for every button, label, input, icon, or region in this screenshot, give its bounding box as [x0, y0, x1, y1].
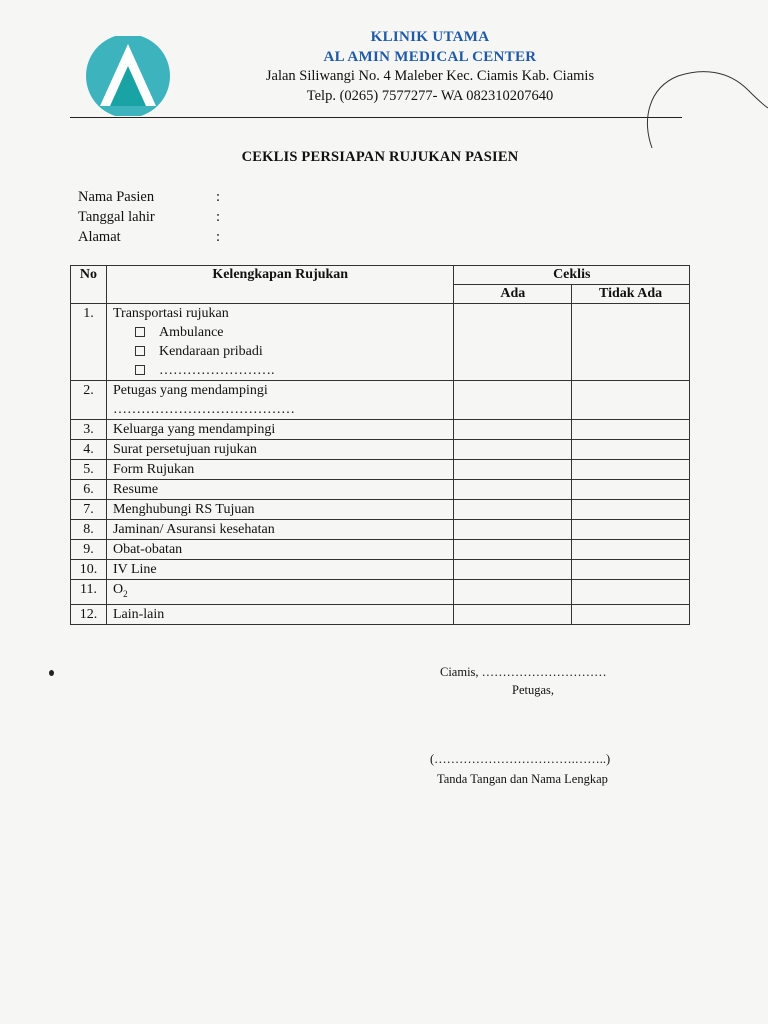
header-tidak-ada: Tidak Ada	[572, 285, 690, 304]
row-item: Keluarga yang mendampingi	[106, 420, 454, 440]
cell-tidak-ada[interactable]	[572, 500, 690, 520]
row-number: 5.	[71, 460, 107, 480]
row-number: 1.	[71, 304, 107, 381]
stray-dot-mark	[49, 670, 54, 676]
row-item: Form Rujukan	[106, 460, 454, 480]
cell-tidak-ada[interactable]	[572, 540, 690, 560]
document-title: CEKLIS PERSIAPAN RUJUKAN PASIEN	[241, 149, 519, 165]
header-ceklis: Ceklis	[454, 266, 690, 285]
signature-role: Petugas,	[512, 683, 555, 697]
table-row	[71, 604, 690, 624]
cell-ada[interactable]	[454, 500, 572, 520]
option-label: Ambulance	[158, 325, 224, 340]
row-number: 10.	[71, 560, 107, 580]
row-item-label: Petugas yang mendampingi	[112, 383, 268, 398]
clinic-phone: Telp. (0265) 7577277- WA 082310207640	[306, 88, 554, 104]
oxygen-label: O	[112, 582, 124, 597]
row-number: 2.	[71, 381, 107, 420]
checkbox-icon[interactable]	[135, 327, 145, 337]
cell-ada[interactable]	[454, 604, 572, 624]
row-item-label: Transportasi rujukan	[112, 306, 229, 321]
row-item: IV Line	[106, 560, 454, 580]
cell-ada[interactable]	[454, 480, 572, 500]
option-other[interactable]	[113, 361, 448, 380]
cell-ada[interactable]	[454, 460, 572, 480]
row-item: Resume	[106, 480, 454, 500]
row-number: 6.	[71, 480, 107, 500]
table-row	[71, 560, 690, 580]
field-alamat	[78, 229, 220, 246]
table-row	[71, 540, 690, 560]
row-number: 3.	[71, 420, 107, 440]
table-row	[71, 420, 690, 440]
clinic-name-line2: AL AMIN MEDICAL CENTER	[323, 49, 537, 65]
cell-tidak-ada[interactable]	[572, 381, 690, 420]
field-label: Nama Pasien	[78, 189, 155, 205]
signature-line[interactable]: (…………………………….……..)	[430, 752, 611, 766]
checkbox-icon[interactable]	[135, 365, 145, 375]
option-kendaraan-pribadi[interactable]	[113, 342, 448, 361]
row-number: 12.	[71, 604, 107, 624]
row-number: 9.	[71, 540, 107, 560]
header-divider	[70, 117, 682, 118]
field-colon: :	[216, 189, 221, 205]
cell-ada[interactable]	[454, 381, 572, 420]
clinic-logo-icon	[84, 36, 172, 116]
option-label: Kendaraan pribadi	[158, 344, 263, 359]
row-item: Jaminan/ Asuransi kesehatan	[106, 520, 454, 540]
cell-tidak-ada[interactable]	[572, 580, 690, 605]
clinic-address: Jalan Siliwangi No. 4 Maleber Kec. Ciamis Kab. Ciamis	[265, 68, 595, 84]
header-ada: Ada	[454, 285, 572, 304]
row-number: 7.	[71, 500, 107, 520]
signature-place-date: Ciamis, …………………………	[440, 665, 607, 679]
cell-ada[interactable]	[454, 420, 572, 440]
option-label: …………………….	[158, 363, 275, 378]
table-row	[71, 381, 690, 420]
row-item	[106, 304, 454, 381]
row-item	[106, 580, 454, 605]
table-row	[71, 304, 690, 381]
table-row	[71, 440, 690, 460]
cell-tidak-ada[interactable]	[572, 480, 690, 500]
table-row	[71, 580, 690, 605]
cell-tidak-ada[interactable]	[572, 604, 690, 624]
table-row	[71, 520, 690, 540]
row-number: 4.	[71, 440, 107, 460]
cell-ada[interactable]	[454, 304, 572, 381]
cell-ada[interactable]	[454, 540, 572, 560]
row-number: 8.	[71, 520, 107, 540]
table-row	[71, 500, 690, 520]
field-colon: :	[216, 229, 221, 245]
cell-tidak-ada[interactable]	[572, 460, 690, 480]
row-item: Surat persetujuan rujukan	[106, 440, 454, 460]
pen-scribble-mark	[640, 60, 768, 160]
cell-ada[interactable]	[454, 560, 572, 580]
checklist-table	[70, 265, 690, 625]
table-row	[71, 460, 690, 480]
table-row	[71, 480, 690, 500]
field-colon: :	[216, 209, 221, 225]
field-label: Tanggal lahir	[78, 209, 155, 225]
row-item	[106, 381, 454, 420]
cell-tidak-ada[interactable]	[572, 520, 690, 540]
cell-ada[interactable]	[454, 440, 572, 460]
clinic-name-line1: KLINIK UTAMA	[370, 29, 490, 45]
row-number: 11.	[71, 580, 107, 605]
signature-caption: Tanda Tangan dan Nama Lengkap	[437, 772, 608, 786]
checkbox-icon[interactable]	[135, 346, 145, 356]
option-ambulance[interactable]	[113, 323, 448, 342]
cell-tidak-ada[interactable]	[572, 304, 690, 381]
cell-ada[interactable]	[454, 580, 572, 605]
cell-tidak-ada[interactable]	[572, 440, 690, 460]
cell-ada[interactable]	[454, 520, 572, 540]
field-nama-pasien	[78, 189, 220, 206]
cell-tidak-ada[interactable]	[572, 560, 690, 580]
header-no: No	[71, 266, 107, 304]
header-kelengkapan: Kelengkapan Rujukan	[106, 266, 454, 304]
row-item: Menghubungi RS Tujuan	[106, 500, 454, 520]
row-item: Lain-lain	[106, 604, 454, 624]
oxygen-subscript: 2	[123, 588, 128, 599]
row-item: Obat-obatan	[106, 540, 454, 560]
row-item-blank[interactable]: …………………………………	[112, 402, 295, 417]
cell-tidak-ada[interactable]	[572, 420, 690, 440]
field-tanggal-lahir	[78, 209, 220, 226]
field-label: Alamat	[78, 229, 121, 245]
